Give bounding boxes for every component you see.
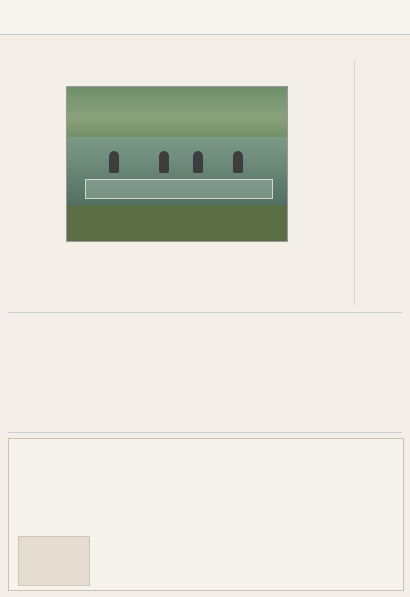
main-headline bbox=[8, 53, 298, 83]
side-story-title-box bbox=[354, 60, 403, 306]
photo-bank-area bbox=[67, 205, 287, 241]
forum-badge bbox=[18, 536, 90, 586]
photo-person-4 bbox=[233, 151, 243, 173]
photo-person-3 bbox=[193, 151, 203, 173]
photo-person-1 bbox=[109, 151, 119, 173]
side-story-title bbox=[363, 60, 399, 306]
photo-fish-cage bbox=[85, 179, 273, 199]
section-divider-top bbox=[8, 312, 402, 313]
newspaper-logo bbox=[8, 4, 56, 26]
lower-right-story-body bbox=[206, 352, 402, 426]
main-story-middle-column bbox=[66, 252, 286, 306]
main-story-left-column bbox=[8, 86, 60, 306]
lower-left-story-body bbox=[8, 352, 198, 426]
photo-person-2 bbox=[159, 151, 169, 173]
forum-right-column bbox=[276, 476, 396, 580]
section-divider-bottom bbox=[8, 432, 402, 433]
photo-caption-area bbox=[66, 242, 286, 250]
main-news-photo bbox=[66, 86, 288, 242]
masthead bbox=[0, 0, 410, 35]
